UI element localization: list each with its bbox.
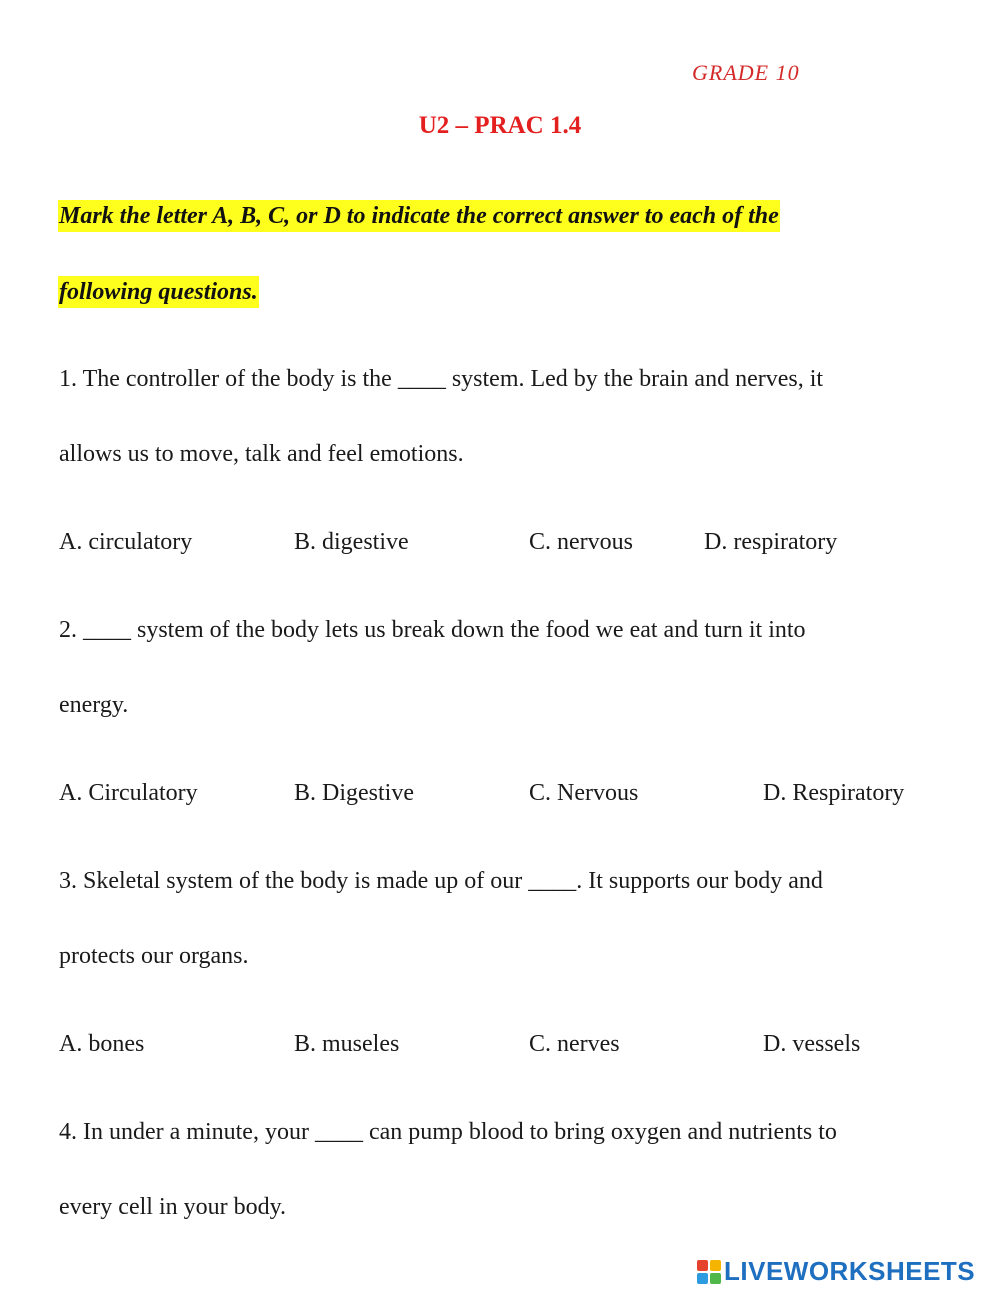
- instruction-line-2: following questions.: [58, 276, 259, 308]
- logo-block-green: [710, 1273, 721, 1284]
- question-3-option-b[interactable]: B. museles: [294, 1031, 400, 1057]
- question-1-text: 1. The controller of the body is the ____ system. Led by the brain and nerves, it: [59, 366, 824, 392]
- question-1-option-d[interactable]: D. respiratory: [704, 529, 838, 555]
- question-2-option-b[interactable]: B. Digestive: [294, 780, 414, 806]
- question-1-text-cont: allows us to move, talk and feel emotions.: [59, 441, 464, 467]
- question-2-option-d[interactable]: D. Respiratory: [763, 780, 905, 806]
- liveworksheets-logo: [697, 1256, 975, 1287]
- question-2-option-c[interactable]: C. Nervous: [529, 780, 639, 806]
- question-3-option-d[interactable]: D. vessels: [763, 1031, 861, 1057]
- logo-block-yellow: [710, 1260, 721, 1271]
- question-1-option-b[interactable]: B. digestive: [294, 529, 409, 555]
- question-2-text-cont: energy.: [59, 692, 129, 718]
- question-2-option-a[interactable]: A. Circulatory: [59, 780, 198, 806]
- question-4-text-cont: every cell in your body.: [59, 1194, 287, 1220]
- question-3-option-a[interactable]: A. bones: [59, 1031, 145, 1057]
- question-2-text: 2. ____ system of the body lets us break down the food we eat and turn it into: [59, 617, 806, 643]
- question-3-text-cont: protects our organs.: [59, 943, 249, 969]
- question-1-option-c[interactable]: C. nervous: [529, 529, 633, 555]
- question-3-text: 3. Skeletal system of the body is made up of our ____. It supports our body and: [59, 868, 823, 894]
- page-title: U2 – PRAC 1.4: [418, 112, 582, 139]
- instruction-line-1: Mark the letter A, B, C, or D to indicate the correct answer to each of the: [58, 200, 780, 232]
- logo-block-blue: [697, 1273, 708, 1284]
- question-1-option-a[interactable]: A. circulatory: [59, 529, 193, 555]
- logo-blocks-icon: [697, 1260, 721, 1284]
- logo-block-red: [697, 1260, 708, 1271]
- question-3-option-c[interactable]: C. nerves: [529, 1031, 620, 1057]
- logo-text: LIVEWORKSHEETS: [724, 1256, 976, 1286]
- question-4-text: 4. In under a minute, your ____ can pump blood to bring oxygen and nutrients to: [59, 1119, 837, 1145]
- grade-label: GRADE 10: [692, 60, 800, 85]
